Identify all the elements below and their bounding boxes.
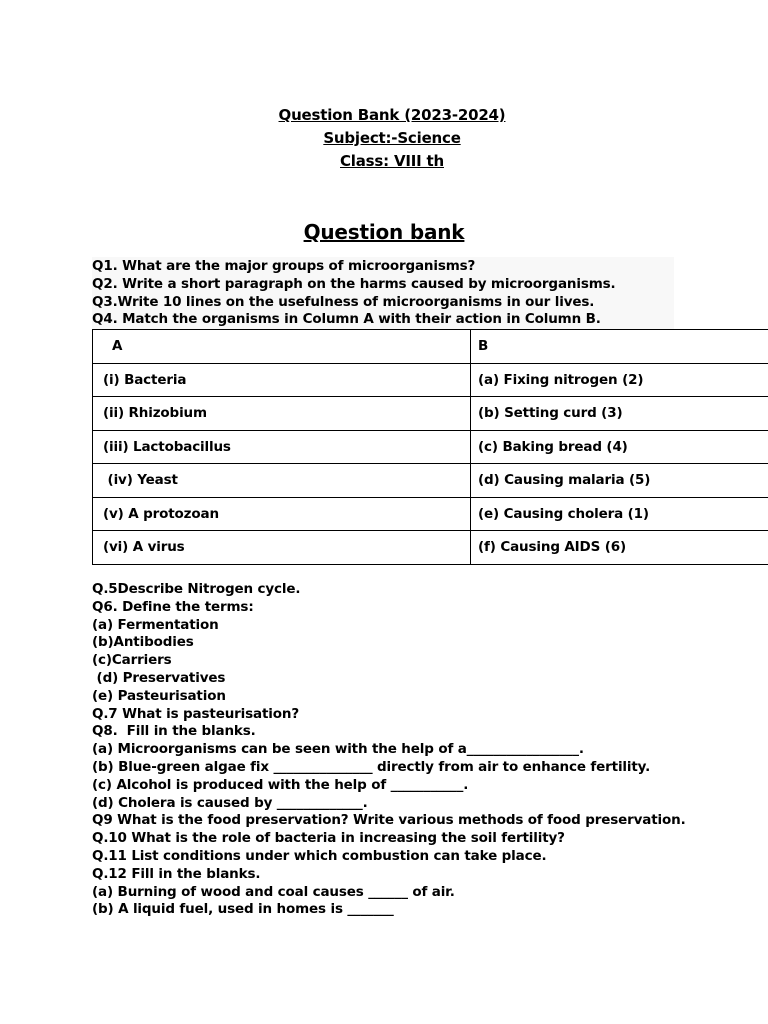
question-line: (c) Alcohol is produced with the help of ___________.	[92, 776, 469, 793]
intro-questions	[92, 257, 674, 329]
question-line: (e) Pasteurisation	[92, 687, 226, 704]
header-title: Question Bank (2023-2024)	[278, 106, 506, 124]
column-a-header: A	[93, 330, 471, 364]
question-line: (a) Burning of wood and coal causes ______ of air.	[92, 883, 455, 900]
column-b-header: B	[471, 330, 768, 364]
organism-cell: (v) A protozoan	[93, 497, 471, 531]
table-header-row	[93, 330, 768, 364]
action-cell: (e) Causing cholera (1)	[471, 497, 768, 531]
header-class: Class: VIII th	[340, 152, 444, 170]
question-line: Q2. Write a short paragraph on the harms caused by microorganisms.	[92, 275, 616, 292]
question-line: (b)Antibodies	[92, 634, 194, 651]
question-list	[92, 581, 752, 919]
organism-cell: (iv) Yeast	[93, 464, 471, 498]
question-line: Q9 What is the food preservation? Write various methods of food preservation.	[92, 812, 686, 829]
question-line: (d) Cholera is caused by _____________.	[92, 794, 368, 811]
match-table	[92, 329, 768, 565]
action-cell: (f) Causing AIDS (6)	[471, 531, 768, 565]
question-line: (a) Fermentation	[92, 616, 219, 633]
table-row	[93, 531, 768, 565]
organism-cell: (ii) Rhizobium	[93, 397, 471, 431]
organism-cell: (iii) Lactobacillus	[93, 430, 471, 464]
page-title: Question bank	[303, 220, 465, 244]
table-row	[93, 497, 768, 531]
question-line: Q.7 What is pasteurisation?	[92, 705, 300, 722]
action-cell: (a) Fixing nitrogen (2)	[471, 363, 768, 397]
question-line: Q8. Fill in the blanks.	[92, 723, 256, 740]
question-line: Q.11 List conditions under which combustion can take place.	[92, 847, 547, 864]
document-header	[0, 104, 768, 173]
question-line: Q.5Describe Nitrogen cycle.	[92, 581, 301, 597]
question-line: (b) A liquid fuel, used in homes is _______	[92, 901, 394, 918]
table-row	[93, 397, 768, 431]
action-cell: (b) Setting curd (3)	[471, 397, 768, 431]
question-line: Q.10 What is the role of bacteria in increasing the soil fertility?	[92, 830, 565, 847]
question-line: Q1. What are the major groups of microorganisms?	[92, 258, 476, 274]
question-line: (a) Microorganisms can be seen with the help of a_________________.	[92, 741, 584, 758]
header-subject: Subject:-Science	[323, 129, 461, 147]
table-row	[93, 363, 768, 397]
table-row	[93, 430, 768, 464]
question-line: Q6. Define the terms:	[92, 598, 254, 615]
question-line: (b) Blue-green algae fix _______________ directly from air to enhance fertility.	[92, 758, 651, 775]
table-row	[93, 464, 768, 498]
action-cell: (c) Baking bread (4)	[471, 430, 768, 464]
organism-cell: (i) Bacteria	[93, 363, 471, 397]
question-line: (d) Preservatives	[92, 669, 226, 686]
action-cell: (d) Causing malaria (5)	[471, 464, 768, 498]
question-line: Q3.Write 10 lines on the usefulness of microorganisms in our lives.	[92, 293, 595, 310]
question-line: Q4. Match the organisms in Column A with their action in Column B.	[92, 311, 601, 328]
organism-cell: (vi) A virus	[93, 531, 471, 565]
question-line: Q.12 Fill in the blanks.	[92, 865, 261, 882]
question-line: (c)Carriers	[92, 652, 172, 669]
